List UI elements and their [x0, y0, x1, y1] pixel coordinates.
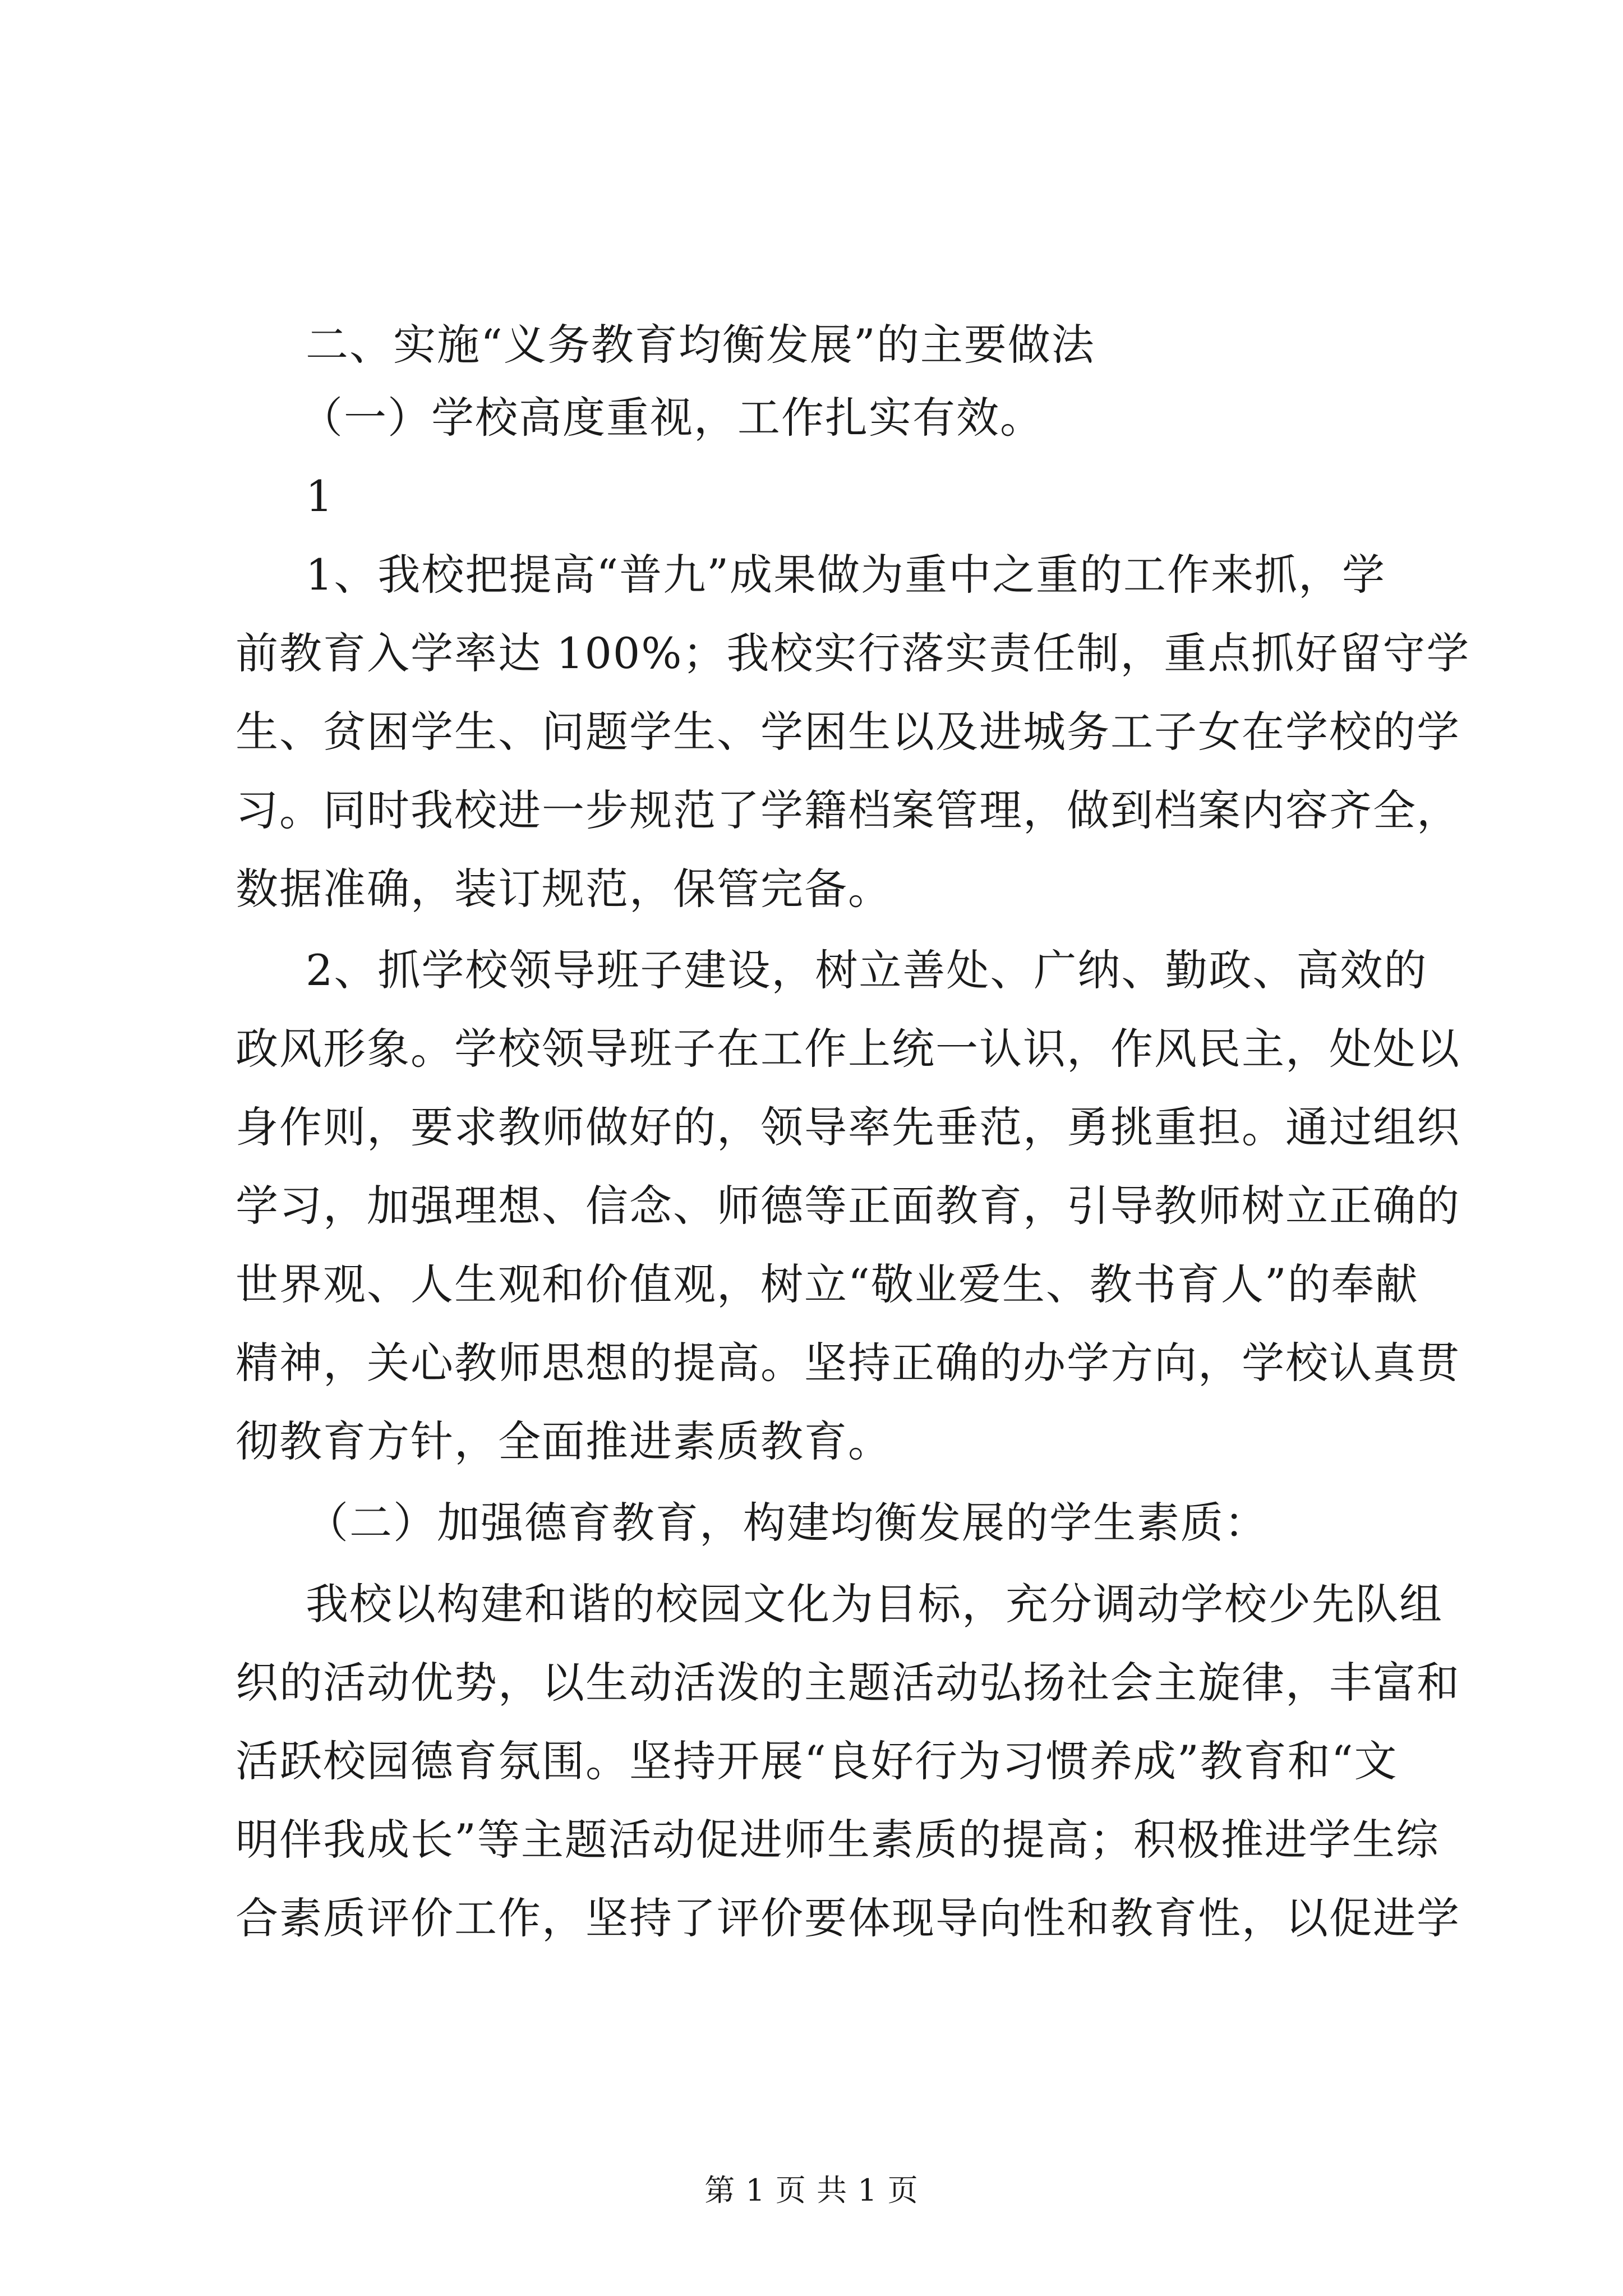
paragraph-1-line: 习。同时我校进一步规范了学籍档案管理，做到档案内容齐全，: [236, 785, 1460, 835]
paragraph-2-line: 世界观、人生观和价值观，树立“敬业爱生、教书育人”的奉献: [236, 1259, 1419, 1309]
paragraph-3-line: 合素质评价工作，坚持了评价要体现导向性和教育性，以促进学: [236, 1893, 1460, 1943]
paragraph-2-line: 彻教育方针，全面推进素质教育。: [236, 1416, 892, 1466]
paragraph-1-line: 1、我校把提高“普九”成果做为重中之重的工作来抓，学: [306, 550, 1386, 600]
section-2-title: （二）加强德育教育，构建均衡发展的学生素质：: [306, 1498, 1268, 1548]
paragraph-3-line: 活跃校园德育氛围。坚持开展“良好行为习惯养成”教育和“文: [236, 1736, 1398, 1786]
page-marker: 1: [306, 471, 334, 521]
paragraph-1-line: 前教育入学率达 100%；我校实行落实责任制，重点抓好留守学: [236, 628, 1470, 678]
paragraph-1-line: 数据准确，装订规范，保管完备。: [236, 864, 892, 914]
paragraph-2-line: 学习，加强理想、信念、师德等正面教育，引导教师树立正确的: [236, 1181, 1460, 1231]
paragraph-2-line: 政风形象。学校领导班子在工作上统一认识，作风民主，处处以: [236, 1024, 1460, 1074]
paragraph-1-line: 生、贫困学生、问题学生、学困生以及进城务工子女在学校的学: [236, 707, 1460, 757]
paragraph-3-line: 明伴我成长”等主题活动促进师生素质的提高；积极推进学生综: [236, 1815, 1440, 1865]
paragraph-2-line: 身作则，要求教师做好的，领导率先垂范，勇挑重担。通过组织: [236, 1102, 1460, 1152]
section-1-title: （一）学校高度重视，工作扎实有效。: [300, 393, 1044, 443]
section-heading: 二、实施“义务教育均衡发展”的主要做法: [306, 320, 1095, 370]
paragraph-2-line: 精神，关心教师思想的提高。坚持正确的办学方向，学校认真贯: [236, 1338, 1460, 1388]
paragraph-3-line: 织的活动优势，以生动活泼的主题活动弘扬社会主旋律，丰富和: [236, 1658, 1460, 1708]
paragraph-2-line: 2、抓学校领导班子建设，树立善处、广纳、勤政、高效的: [306, 945, 1428, 995]
page-footer: 第 1 页 共 1 页: [704, 2173, 919, 2208]
paragraph-3-line: 我校以构建和谐的校园文化为目标，充分调动学校少先队组: [306, 1579, 1443, 1629]
